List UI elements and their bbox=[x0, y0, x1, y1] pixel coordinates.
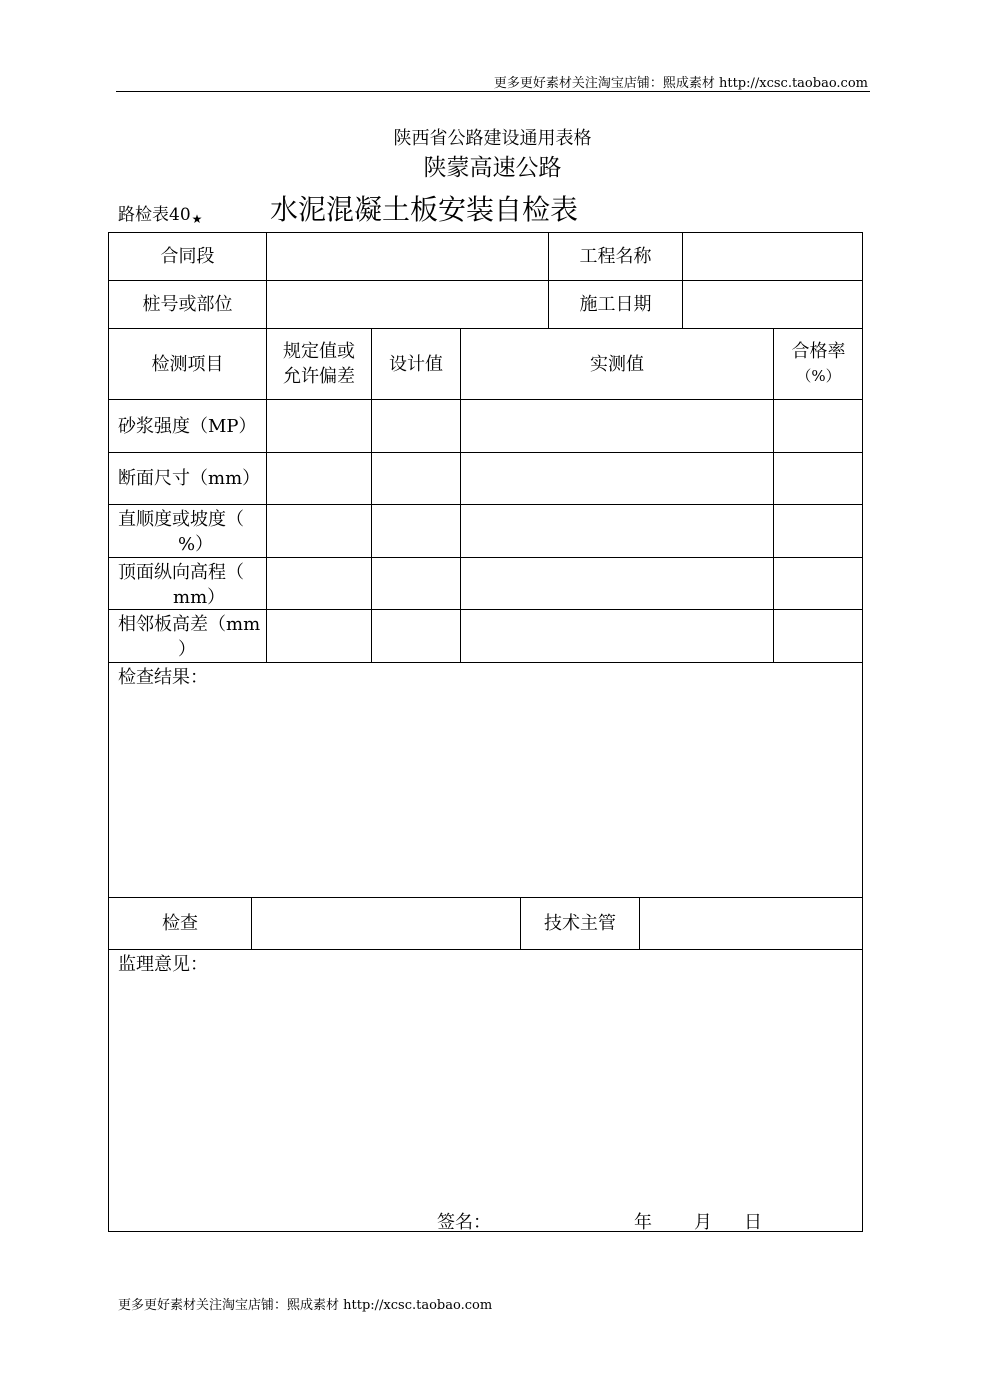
row-pass-rate-field[interactable] bbox=[773, 557, 863, 609]
org-title: 陕西省公路建设通用表格 bbox=[393, 128, 592, 149]
supervision-label: 监理意见： bbox=[118, 954, 208, 975]
row-item bbox=[108, 504, 266, 557]
row-tolerance-field[interactable] bbox=[266, 399, 371, 452]
row-item-line1: 顶面纵向高程（ bbox=[118, 562, 244, 583]
header-note: 更多更好素材关注淘宝店铺：熙成素材 http://xcsc.taobao.com bbox=[493, 76, 868, 91]
header-design: 设计值 bbox=[371, 328, 460, 399]
year-label: 年 bbox=[634, 1212, 652, 1233]
header-pass-rate-line2: （%） bbox=[796, 367, 841, 385]
station-field[interactable] bbox=[266, 280, 548, 328]
row-measured-field[interactable] bbox=[460, 452, 773, 504]
form-code-text: 路检表40 bbox=[118, 205, 191, 225]
row-item-line2: %） bbox=[178, 534, 214, 555]
supervision-section[interactable] bbox=[108, 949, 863, 1232]
station-label: 桩号或部位 bbox=[108, 280, 266, 328]
star-icon: ★ bbox=[191, 212, 203, 226]
row-tolerance-field[interactable] bbox=[266, 609, 371, 662]
sign-label: 签名： bbox=[437, 1212, 491, 1233]
header-pass-rate-line1: 合格率 bbox=[791, 341, 846, 362]
row-item-line1: 直顺度或坡度（ bbox=[118, 509, 244, 530]
form-code bbox=[118, 200, 202, 226]
header-pass-rate bbox=[773, 328, 863, 399]
header-tolerance-line2: 允许偏差 bbox=[283, 366, 355, 387]
header-divider bbox=[116, 91, 870, 92]
row-tolerance-field[interactable] bbox=[266, 452, 371, 504]
inspector-field[interactable] bbox=[251, 897, 520, 949]
row-item bbox=[108, 557, 266, 609]
contract-section-field[interactable] bbox=[266, 232, 548, 280]
tech-supervisor-field[interactable] bbox=[639, 897, 863, 949]
construction-date-label: 施工日期 bbox=[548, 280, 682, 328]
inspector-label: 检查 bbox=[108, 897, 251, 949]
row-item bbox=[108, 609, 266, 662]
construction-date-field[interactable] bbox=[682, 280, 863, 328]
row-pass-rate-field[interactable] bbox=[773, 504, 863, 557]
header-tolerance-line1: 规定值或 bbox=[283, 341, 355, 362]
row-item-line2: mm） bbox=[173, 587, 226, 608]
header-measured: 实测值 bbox=[460, 328, 773, 399]
row-tolerance-field[interactable] bbox=[266, 504, 371, 557]
row-item: 砂浆强度（MP） bbox=[108, 399, 266, 452]
contract-section-label: 合同段 bbox=[108, 232, 266, 280]
check-result-section[interactable] bbox=[108, 662, 863, 897]
row-design-field[interactable] bbox=[371, 452, 460, 504]
row-item-line1: 相邻板高差（mm bbox=[118, 614, 261, 635]
row-item: 断面尺寸（mm） bbox=[108, 452, 266, 504]
row-design-field[interactable] bbox=[371, 557, 460, 609]
header-tolerance bbox=[266, 328, 371, 399]
row-pass-rate-field[interactable] bbox=[773, 452, 863, 504]
row-pass-rate-field[interactable] bbox=[773, 609, 863, 662]
tech-supervisor-label: 技术主管 bbox=[520, 897, 639, 949]
row-measured-field[interactable] bbox=[460, 399, 773, 452]
form-title: 水泥混凝土板安装自检表 bbox=[270, 193, 579, 226]
row-design-field[interactable] bbox=[371, 609, 460, 662]
row-design-field[interactable] bbox=[371, 399, 460, 452]
footer-note: 更多更好素材关注淘宝店铺：熙成素材 http://xcsc.taobao.com bbox=[118, 1298, 493, 1313]
row-tolerance-field[interactable] bbox=[266, 557, 371, 609]
row-design-field[interactable] bbox=[371, 504, 460, 557]
project-name-field[interactable] bbox=[682, 232, 863, 280]
header-item: 检测项目 bbox=[108, 328, 266, 399]
check-result-label: 检查结果： bbox=[118, 667, 208, 688]
row-measured-field[interactable] bbox=[460, 557, 773, 609]
row-item-line2: ） bbox=[178, 639, 196, 660]
row-pass-rate-field[interactable] bbox=[773, 399, 863, 452]
row-measured-field[interactable] bbox=[460, 609, 773, 662]
day-label: 日 bbox=[744, 1212, 762, 1233]
month-label: 月 bbox=[694, 1212, 712, 1233]
project-name-label: 工程名称 bbox=[548, 232, 682, 280]
row-measured-field[interactable] bbox=[460, 504, 773, 557]
project-title: 陕蒙高速公路 bbox=[423, 155, 562, 181]
